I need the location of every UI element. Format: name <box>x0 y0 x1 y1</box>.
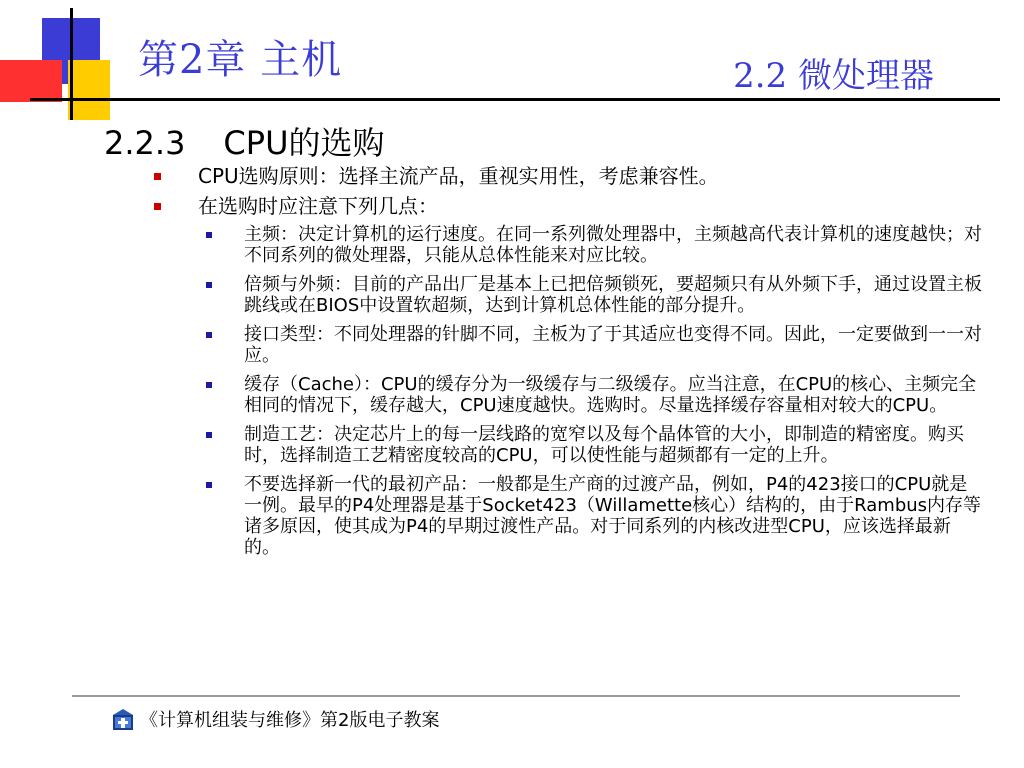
red-square-bullet-icon <box>154 203 161 210</box>
sub-bullet-text: 不要选择新一代的最初产品：一般都是生产商的过渡产品，例如，P4的423接口的CPU就是一例。最早的P4处理器是基于Socket423（Willamette核心）结构的，由于Rambus内存等诸多原因，使其成为P4的早期过渡性产品。对于同系列的内核改进型CPU，应该选择最新的。 <box>244 474 982 558</box>
slide-body <box>152 162 992 566</box>
blue-square-bullet-icon <box>206 432 212 438</box>
footer <box>110 706 439 732</box>
sub-bullet-text: 制造工艺：决定芯片上的每一层线路的宽窄以及每个晶体管的大小，即制造的精密度。购买时，选择制造工艺精密度较高的CPU，可以使性能与超频都有一定的上升。 <box>244 424 964 466</box>
sub-bullet-item <box>198 274 984 316</box>
sub-bullet-item <box>198 424 984 466</box>
decor-vertical-line <box>70 8 73 120</box>
book-stack-icon <box>110 706 136 732</box>
blue-square-bullet-icon <box>206 382 212 388</box>
bullet-text: CPU选购原则：选择主流产品，重视实用性，考虑兼容性。 <box>198 164 719 188</box>
footer-text: 《计算机组装与维修》第2版电子教案 <box>140 710 440 731</box>
chapter-title: 第2章 主机 <box>138 37 343 83</box>
sub-bullet-text: 主频：决定计算机的运行速度。在同一系列微处理器中，主频越高代表计算机的速度越快；对不同系列的微处理器，只能从总体性能来对应比较。 <box>244 224 982 266</box>
bullet-item <box>152 162 992 190</box>
footer-divider <box>72 695 960 697</box>
sub-bullet-text: 缓存（Cache）：CPU的缓存分为一级缓存与二级缓存。应当注意，在CPU的核心、主频完全相同的情况下，缓存越大，CPU速度越快。选购时。尽量选择缓存容量相对较大的CPU。 <box>244 374 977 416</box>
blue-square-bullet-icon <box>206 232 212 238</box>
bullet-item <box>152 192 992 220</box>
sub-bullet-list <box>198 224 992 558</box>
sub-bullet-item <box>198 374 984 416</box>
sub-bullet-item <box>198 474 984 558</box>
decor-red-block <box>0 60 62 102</box>
sub-bullet-text: 接口类型：不同处理器的针脚不同，主板为了于其适应也变得不同。因此，一定要做到一一对应。 <box>244 324 982 366</box>
bullet-text: 在选购时应注意下列几点： <box>198 194 438 218</box>
sub-bullet-item <box>198 224 984 266</box>
subsection-text: CPU的选购 <box>223 124 385 162</box>
decor-yellow-block <box>68 60 110 120</box>
sub-bullet-item <box>198 324 984 366</box>
blue-square-bullet-icon <box>206 332 212 338</box>
blue-square-bullet-icon <box>206 282 212 288</box>
header-divider <box>30 98 1000 101</box>
blue-square-bullet-icon <box>206 482 212 488</box>
red-square-bullet-icon <box>154 173 161 180</box>
section-title: 2.2 微处理器 <box>733 56 934 96</box>
subsection-number: 2.2.3 <box>104 124 186 162</box>
subsection-heading <box>104 118 385 164</box>
sub-bullet-text: 倍频与外频：目前的产品出厂是基本上已把倍频锁死，要超频只有从外频下手，通过设置主板跳线或在BIOS中设置软超频，达到计算机总体性能的部分提升。 <box>244 274 982 316</box>
